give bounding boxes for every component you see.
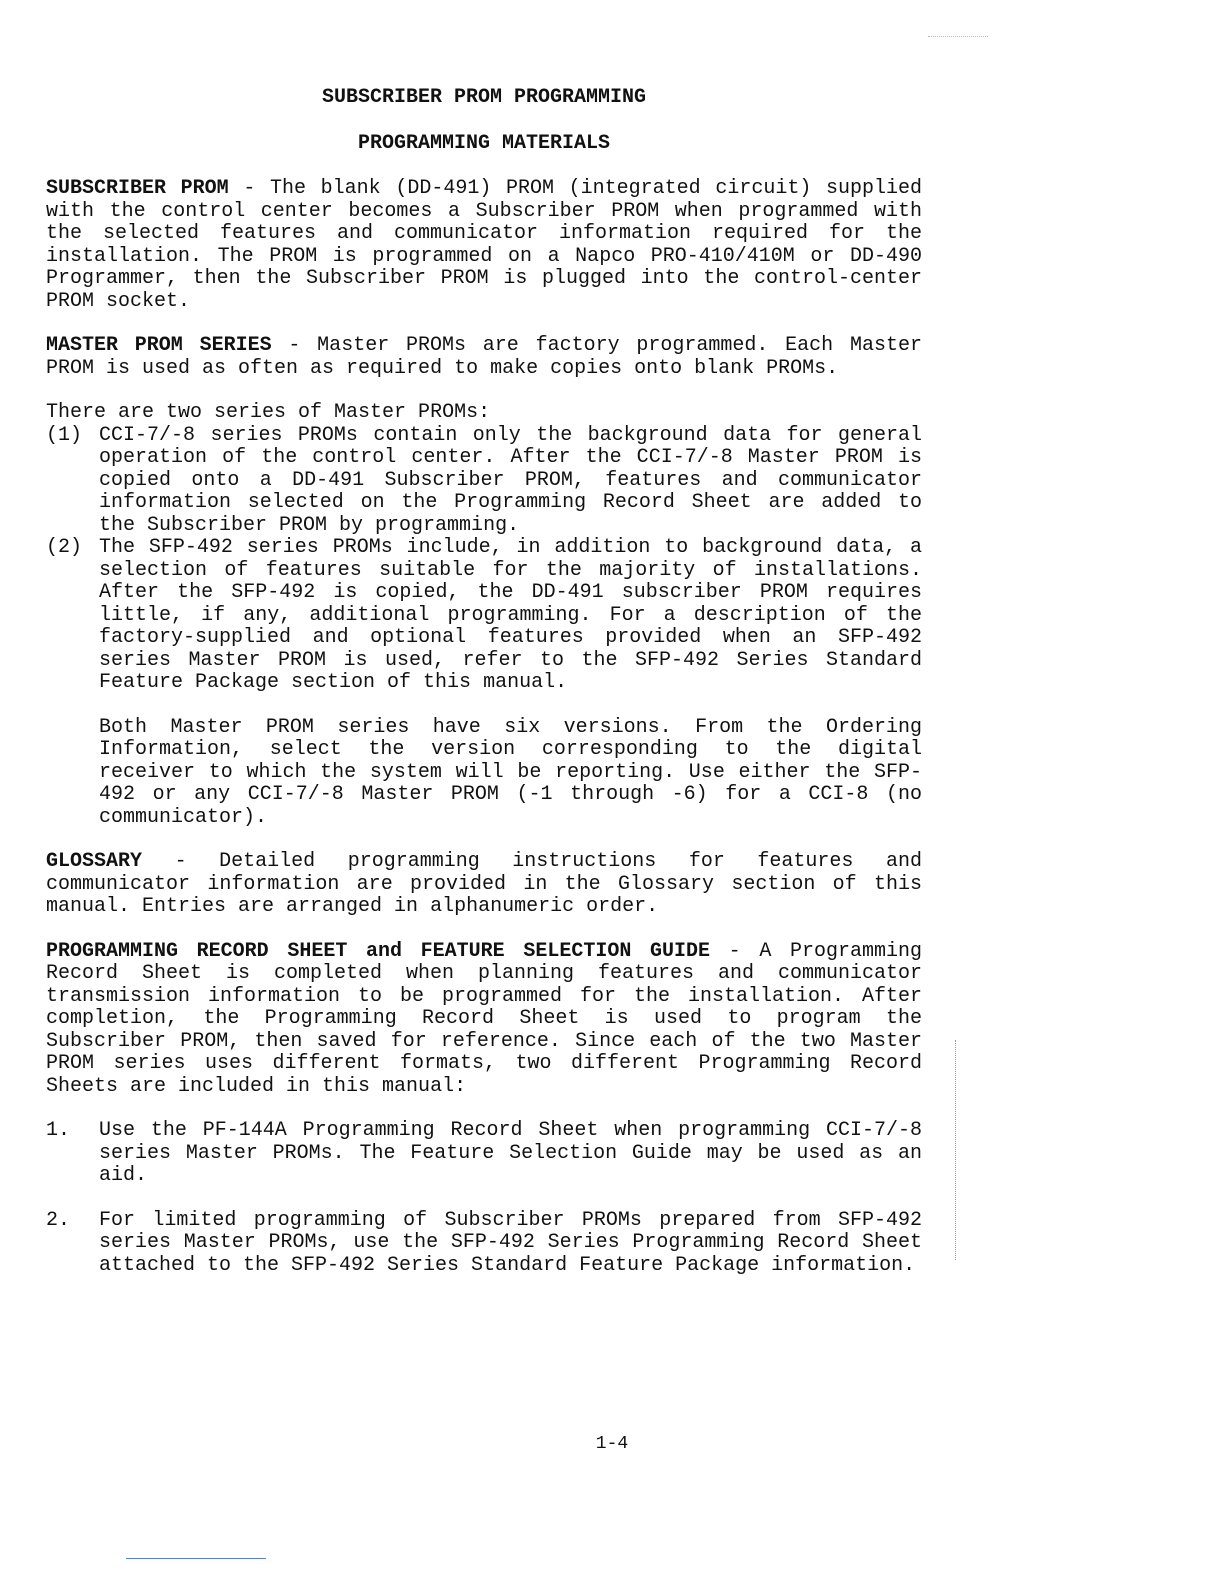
page-number: 1-4 — [595, 1434, 629, 1454]
glossary-text: - Detailed programming instructions for features and communicator information are provided in the Glossary section of this manual. Entries are arranged in alphanumeric order. — [46, 850, 922, 918]
scan-artifact-edge — [955, 1040, 957, 1260]
master-prom-lead: MASTER PROM SERIES — [46, 334, 272, 357]
scan-artifact-dots — [928, 36, 988, 38]
record-sheet-paragraph — [46, 941, 922, 1099]
numbered-list — [46, 1120, 922, 1277]
subscriber-prom-text: - The blank (DD-491) PROM (integrated circuit) supplied with the control center becomes a Subscriber PROM when programmed with the selected features and communicator information required for the installation. The PROM is programmed on a Napco PRO-410/410M or DD-490 Programmer, then the Subscriber PROM is plugged into the control-center PROM socket. — [46, 177, 923, 313]
series-intro: There are two series of Master PROMs: — [46, 401, 491, 424]
numbered-item — [46, 1120, 922, 1188]
numbered-item-text: Use the PF-144A Programming Record Sheet when programming CCI-7/-8 series Master PROMs. The Feature Selection Guide may be used as an aid. — [99, 1119, 922, 1187]
master-prom-paragraph — [46, 335, 922, 380]
versions-note: Both Master PROM series have six versions. From the Ordering Information, select the version corresponding to the digital receiver to which the system will be reporting. Use either the SFP-492 or any CCI-7/-8 Master PROM (-1 through -6) for a CCI-8 (no communicator). — [99, 715, 922, 829]
series-item-number: (2) — [46, 536, 83, 559]
numbered-item-number: 2. — [46, 1208, 71, 1232]
document-page — [46, 84, 922, 1299]
series-item — [46, 425, 922, 538]
series-item-number: (1) — [46, 423, 83, 447]
page-title: SUBSCRIBER PROM PROGRAMMING — [321, 86, 647, 109]
numbered-item-text: For limited programming of Subscriber PROMs prepared from SFP-492 series Master PROMs, use the SFP-492 Series Programming Record Sheet attached to the SFP-492 Series Standard Feature Package information. — [99, 1208, 922, 1277]
glossary-paragraph — [46, 851, 922, 919]
record-sheet-text: - A Programming Record Sheet is completed when planning features and communicator transmission information to be programmed for the installation. After completion, the Programming Record Sheet is used to program the Subscriber PROM, then saved for reference. Since each of the two Master PROM series uses different formats, two different Programming Record Sheets are included in this manual: — [46, 939, 923, 1098]
numbered-item — [46, 1210, 922, 1278]
series-item — [46, 537, 922, 695]
series-list — [46, 402, 922, 829]
numbered-item-number: 1. — [46, 1119, 71, 1142]
master-prom-text: - Master PROMs are factory programmed. Each Master PROM is used as often as required to make copies onto blank PROMs. — [46, 334, 922, 380]
glossary-lead: GLOSSARY — [46, 850, 143, 873]
subscriber-prom-paragraph — [46, 178, 922, 313]
series-item-text: The SFP-492 series PROMs include, in addition to background data, a selection of features suitable for the majority of installations. After the SFP-492 is copied, the DD-491 subscriber PROM requires little, if any, additional programming. For a description of the factory-supplied and optional features provided when an SFP-492 series Master PROM is used, refer to the SFP-492 Series Standard Feature Package section of this manual. — [99, 536, 922, 694]
subscriber-prom-lead: SUBSCRIBER PROM — [46, 177, 229, 200]
section-title: PROGRAMMING MATERIALS — [357, 132, 611, 155]
series-item-text: CCI-7/-8 series PROMs contain only the background data for general operation of the control center. After the CCI-7/-8 Master PROM is copied onto a DD-491 Subscriber PROM, features and communicator information selected on the Programming Record Sheet are added to the Subscriber PROM by programming. — [99, 423, 922, 537]
scan-artifact-rule — [126, 1558, 266, 1559]
record-sheet-lead: PROGRAMMING RECORD SHEET and FEATURE SELECTION GUIDE — [46, 939, 711, 963]
